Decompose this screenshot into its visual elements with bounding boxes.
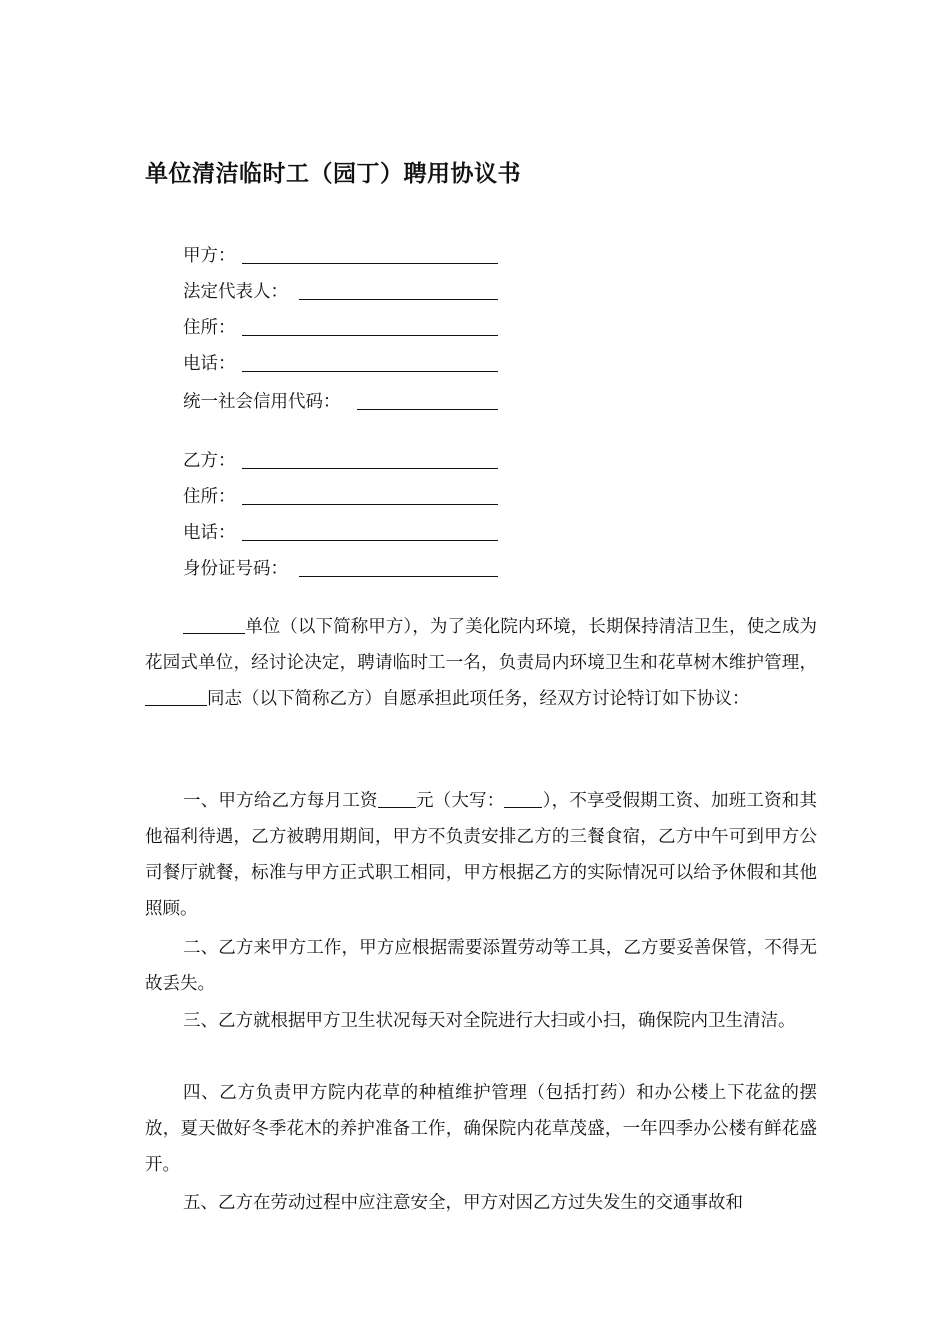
clause-1-text-b: 元（大写：: [415, 791, 505, 811]
party-a-phone-field: [183, 350, 498, 378]
blank-line: [299, 555, 498, 577]
field-label: 住所：: [183, 318, 236, 338]
party-b-phone-field: [183, 519, 498, 547]
blank-line: [242, 483, 498, 505]
field-label: 住所：: [183, 487, 236, 507]
field-label: 身份证号码：: [183, 559, 288, 579]
clause-1-text-c: ），不享受假期工资、加班工资和其他福利待遇，乙方被聘用期间，甲方不负责安排乙方的三餐食宿，乙方中午可到甲方公司餐厅就餐，标准与甲方正式职工相同，甲方根据乙方的实际情况可以给予休假和其他照顾。: [145, 791, 818, 919]
party-b-address-field: [183, 483, 498, 511]
field-label: 甲方：: [183, 246, 236, 266]
clause-2: 二、乙方来甲方工作，甲方应根据需要添置劳动等工具，乙方要妥善保管，不得无故丢失。: [145, 938, 817, 994]
intro-text-1: 单位（以下简称甲方），为了美化院内环境，长期保持清洁卫生，使之成为花园式单位，经讨论决定，聘请临时工一名，负责局内环境卫生和花草树木维护管理，: [145, 617, 817, 673]
blank-line: [357, 388, 498, 410]
blank-line: [378, 787, 416, 808]
legal-representative-field: [183, 278, 498, 306]
clause-1: [145, 783, 817, 927]
field-label: 统一社会信用代码：: [183, 392, 341, 412]
blank-line: [242, 447, 498, 469]
clause-4: 四、乙方负责甲方院内花草的种植维护管理（包括打药）和办公楼上下花盆的摆放，夏天做好冬季花木的养护准备工作，确保院内花草茂盛，一年四季办公楼有鲜花盛开。: [145, 1083, 817, 1175]
clause-1-text-a: 一、甲方给乙方每月工资: [183, 791, 378, 811]
id-number-field: [183, 555, 498, 583]
intro-paragraph: [145, 609, 817, 717]
intro-text-2: 同志（以下简称乙方）自愿承担此项任务，经双方讨论特订如下协议：: [207, 689, 750, 709]
blank-line: [242, 350, 498, 372]
blank-line: [299, 278, 498, 300]
credit-code-field: [183, 388, 498, 416]
blank-line: [504, 787, 542, 808]
blank-line: [183, 613, 245, 634]
field-label: 乙方：: [183, 451, 236, 471]
clause-3: 三、乙方就根据甲方卫生状况每天对全院进行大扫或小扫，确保院内卫生清洁。: [183, 1011, 796, 1031]
clause-5: 五、乙方在劳动过程中应注意安全，甲方对因乙方过失发生的交通事故和: [183, 1193, 743, 1213]
blank-line: [242, 314, 498, 336]
blank-line: [242, 519, 498, 541]
document-title: 单位清洁临时工（园丁）聘用协议书: [145, 161, 521, 187]
blank-line: [145, 685, 207, 706]
field-label: 电话：: [183, 523, 236, 543]
party-a-address-field: [183, 314, 498, 342]
party-b-name-field: [183, 447, 498, 475]
party-a-name-field: [183, 242, 498, 270]
blank-line: [242, 242, 498, 264]
field-label: 电话：: [183, 354, 236, 374]
field-label: 法定代表人：: [183, 282, 288, 302]
